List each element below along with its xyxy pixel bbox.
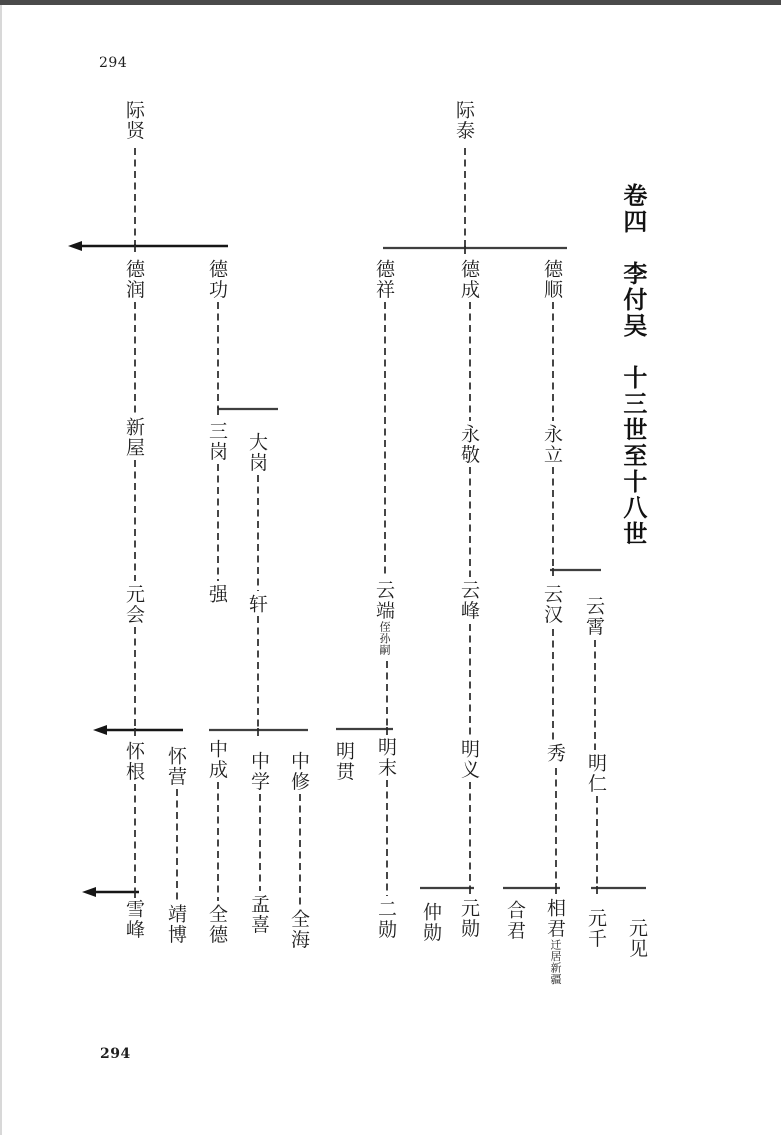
person-name: 明贯	[333, 741, 355, 782]
person-name: 中成	[206, 739, 228, 780]
person-name: 怀根	[123, 741, 145, 782]
person-name: 德祥	[373, 259, 395, 300]
person-node	[374, 580, 393, 656]
person-name: 永敬	[458, 424, 480, 465]
person-node	[584, 596, 603, 637]
person-node	[421, 902, 440, 943]
person-node	[124, 259, 143, 300]
person-node	[249, 751, 268, 792]
person-name: 云霄	[583, 596, 605, 637]
person-name: 怀营	[165, 746, 187, 787]
left-arrowhead-icon	[93, 725, 107, 735]
person-name: 明末	[375, 737, 397, 778]
person-node	[207, 739, 226, 780]
person-name: 明仁	[585, 753, 607, 794]
person-name: 元见	[626, 918, 648, 959]
person-name: 永立	[541, 424, 563, 465]
person-name: 德顺	[541, 259, 563, 300]
person-name: 三岗	[206, 421, 228, 462]
person-node	[124, 417, 143, 458]
person-node	[124, 100, 143, 141]
person-node	[542, 584, 561, 625]
person-node	[545, 743, 564, 764]
person-name: 中修	[288, 751, 310, 792]
person-node	[207, 259, 226, 300]
person-node	[627, 918, 646, 959]
person-node	[289, 751, 308, 792]
person-node	[289, 909, 308, 950]
person-node	[207, 584, 226, 605]
person-node	[166, 904, 185, 945]
person-name: 云端	[373, 580, 395, 621]
person-name: 德润	[123, 259, 145, 300]
person-name: 际泰	[453, 100, 475, 141]
person-name: 大岗	[246, 432, 268, 473]
person-name: 明义	[458, 739, 480, 780]
left-arrowhead-icon	[68, 241, 82, 251]
person-node	[124, 899, 143, 940]
person-name: 轩	[246, 594, 268, 615]
person-node	[166, 746, 185, 787]
person-name: 合君	[504, 900, 526, 941]
person-node	[376, 737, 395, 778]
person-node	[124, 584, 143, 625]
person-annotation: 侄孙嗣	[378, 621, 391, 656]
person-name: 元千	[585, 908, 607, 949]
person-name: 德成	[458, 259, 480, 300]
person-node	[247, 432, 266, 473]
person-name: 仲勋	[420, 902, 442, 943]
person-node	[459, 898, 478, 939]
person-name: 新屋	[123, 417, 145, 458]
person-node	[207, 421, 226, 462]
person-node	[542, 259, 561, 300]
person-node	[586, 753, 605, 794]
person-node	[586, 908, 605, 949]
person-name: 全海	[288, 909, 310, 950]
person-node	[459, 424, 478, 465]
person-node	[459, 580, 478, 621]
person-node	[459, 739, 478, 780]
person-node	[459, 259, 478, 300]
person-name: 全德	[206, 904, 228, 945]
person-node	[542, 424, 561, 465]
person-node	[334, 741, 353, 782]
person-node	[454, 100, 473, 141]
person-node	[207, 904, 226, 945]
person-name: 元勋	[458, 898, 480, 939]
person-name: 际贤	[123, 100, 145, 141]
person-name: 二勋	[375, 899, 397, 940]
person-node	[376, 899, 395, 940]
person-name: 孟喜	[248, 894, 270, 935]
page-number-top: 294	[99, 55, 128, 71]
person-name: 元会	[123, 584, 145, 625]
volume-title: 卷四 李付吴 十三世至十八世	[618, 183, 648, 547]
person-name: 德功	[206, 259, 228, 300]
person-name: 云汉	[541, 584, 563, 625]
person-name: 中学	[248, 751, 270, 792]
left-arrowhead-icon	[82, 887, 96, 897]
person-name: 秀	[544, 743, 566, 764]
person-node	[374, 259, 393, 300]
person-name: 相君	[544, 898, 566, 939]
person-node	[545, 898, 564, 985]
person-name: 靖博	[165, 904, 187, 945]
person-node	[124, 741, 143, 782]
person-annotation: 迁居新疆	[549, 939, 562, 985]
person-name: 雪峰	[123, 899, 145, 940]
person-name: 云峰	[458, 580, 480, 621]
person-node	[505, 900, 524, 941]
person-name: 强	[206, 584, 228, 605]
person-node	[247, 594, 266, 615]
page-number-bottom: 294	[100, 1046, 131, 1062]
person-node	[249, 894, 268, 935]
